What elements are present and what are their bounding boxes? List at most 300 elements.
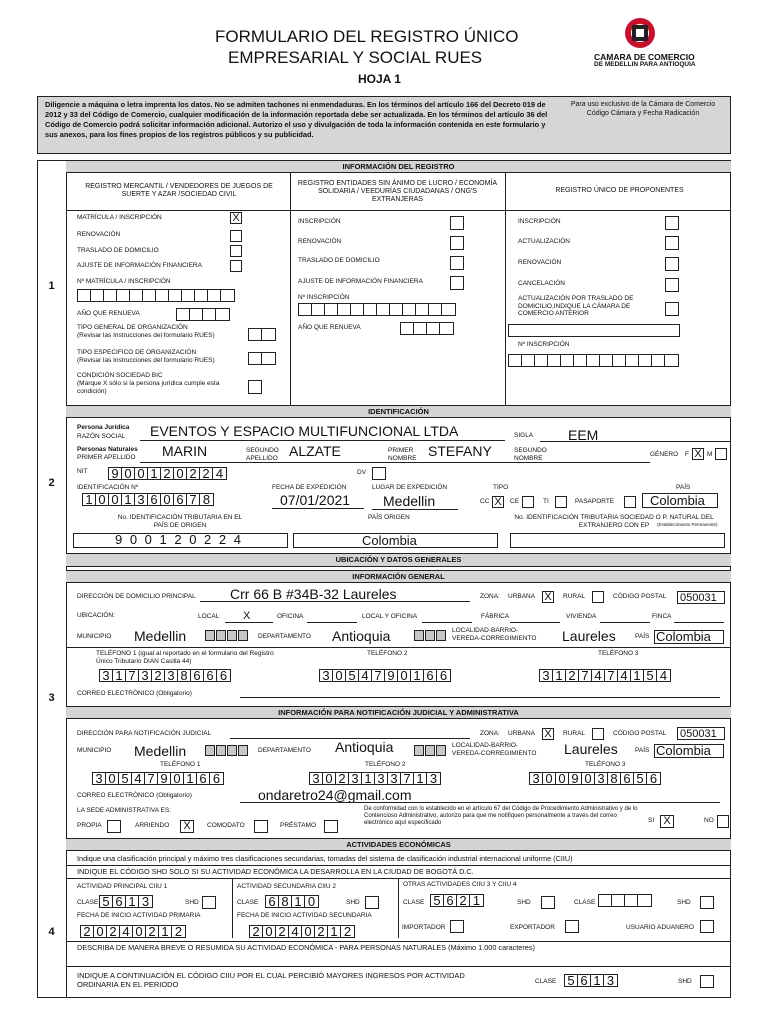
label-clase-as: CLASE xyxy=(237,899,259,906)
rup-inscripcion: INSCRIPCIÓN xyxy=(518,218,561,225)
label-codigo-postal-j: CÓDIGO POSTAL xyxy=(613,730,667,737)
check-esal-inscripcion[interactable] xyxy=(450,216,464,230)
telefono1-digit: 3 xyxy=(100,670,113,681)
correo-underline xyxy=(240,697,720,698)
label-clase-o1: CLASE xyxy=(403,899,425,906)
nit-digit: 1 xyxy=(148,468,161,479)
label-ubicacion: UBICACIÓN: xyxy=(77,612,115,619)
label-traslado: TRASLADO DE DOMICILIO xyxy=(77,247,159,254)
telefono2-digit: 0 xyxy=(398,670,411,681)
label-n-matricula: Nº MATRÍCULA / INSCRIPCIÓN xyxy=(77,278,171,285)
direccion-value: Crr 66 B #34B-32 Laureles xyxy=(230,586,397,602)
telefono3-j-digit: 0 xyxy=(543,773,556,784)
nit-cells[interactable] xyxy=(108,467,227,480)
razon-underline xyxy=(140,440,505,441)
departamento-code-1 xyxy=(414,630,424,641)
id-digit: 3 xyxy=(135,494,148,505)
label-finca: FINCA xyxy=(652,613,672,620)
pais-ubic-value: Colombia xyxy=(656,629,711,644)
telefono1-cells[interactable] xyxy=(99,669,231,682)
label-telefono1: TELÉFONO 1 (igual al reportado en el formulario del Registro Único Tributario DIAN Casilla 44) xyxy=(96,650,274,665)
label-segundo-apellido: SEGUNDO APELLIDO xyxy=(246,447,279,462)
telefono1-digit: 6 xyxy=(219,668,228,683)
fabrica-underline xyxy=(510,622,560,623)
actividad-secundaria-cells[interactable] xyxy=(265,895,319,908)
label-tipo-especifico: TIPO ESPECIFICO DE ORGANIZACIÓN xyxy=(77,349,197,356)
telefono1-j-digit: 6 xyxy=(212,771,221,786)
id-cells[interactable] xyxy=(82,493,214,506)
check-si[interactable]: X xyxy=(660,815,674,828)
fecha-inicio-primaria-digit: 2 xyxy=(81,926,94,937)
label-usuario-aduanero: USUARIO ADUANERO xyxy=(626,924,694,931)
label-arriendo: ARRIENDO xyxy=(135,822,170,829)
municipio-j-code-4 xyxy=(238,745,248,756)
check-importador[interactable] xyxy=(450,920,464,933)
telefono3-j-digit: 3 xyxy=(595,773,608,784)
departamento-j-value: Antioquia xyxy=(335,739,394,755)
label-departamento-j: DEPARTAMENTO xyxy=(258,747,311,754)
label-pasaporte: PASAPORTE xyxy=(575,498,615,505)
telefono2-j-digit: 3 xyxy=(388,773,401,784)
logo-line2: DE MEDELLIN PARA ANTIOQUIA xyxy=(594,61,696,68)
s1-col2-title: REGISTRO ENTIDADES SIN ÁNIMO DE LUCRO / ECONOMÍA SOLIDARIA / VEEDURÍAS CIUDADANAS / ONG'S EXTRANJERAS xyxy=(297,180,498,203)
telefono2-digit: 4 xyxy=(359,670,372,681)
telefono3-digit: 7 xyxy=(605,670,618,681)
fecha-inicio-secundaria-digit: 2 xyxy=(315,926,328,937)
municipio-j-code-3 xyxy=(227,745,237,756)
label-localidad: LOCALIDAD-BARRIO-VEREDA-CORREGIMIENTO xyxy=(452,627,537,642)
id-digit: 7 xyxy=(187,494,200,505)
primer-nombre-value: STEFANY xyxy=(428,443,492,459)
check-propia[interactable] xyxy=(107,820,121,833)
check-shd-o2[interactable] xyxy=(700,896,714,909)
id-digit: 0 xyxy=(96,494,109,505)
label-genero-f: F xyxy=(685,451,689,458)
telefono3-j-digit: 3 xyxy=(530,773,543,784)
label-departamento: DEPARTAMENTO xyxy=(258,633,311,640)
ciiu-line3 xyxy=(66,941,731,942)
otra-actividad1-cells[interactable] xyxy=(430,894,484,907)
mayores-ingresos-cells[interactable] xyxy=(564,974,618,987)
ciiu-div2 xyxy=(398,878,399,938)
label-tipo-general: TIPO GENERAL DE ORGANIZACIÓN xyxy=(77,324,188,331)
label-si: SI xyxy=(648,817,655,824)
fecha-inicio-primaria-digit: 4 xyxy=(120,926,133,937)
fecha-inicio-secundaria-digit: 4 xyxy=(289,926,302,937)
otra-actividad1-digit: 2 xyxy=(457,895,470,906)
telefono2-j-digit: 1 xyxy=(362,773,375,784)
telefono3-j-digit: 6 xyxy=(621,773,634,784)
id-digit: 8 xyxy=(202,492,211,507)
label-pais-ubic: PAÍS xyxy=(635,633,650,640)
vivienda-underline xyxy=(600,622,650,623)
s1-header-line xyxy=(66,210,731,211)
ciiu-line1 xyxy=(66,865,731,866)
label-actividad-principal: ACTIVIDAD PRINCIPAL CIIU 1 xyxy=(77,883,168,890)
local-underline xyxy=(225,622,273,623)
telefono2-digit: 5 xyxy=(346,670,359,681)
telefono1-j-digit: 0 xyxy=(106,773,119,784)
check-shd-mayor[interactable] xyxy=(700,975,714,988)
actividad-secundaria-digit: 0 xyxy=(307,894,316,909)
matricula-cells[interactable] xyxy=(77,289,235,302)
label-ti: TI xyxy=(543,498,549,505)
label-clase-o2: CLASE xyxy=(574,899,596,906)
label-sigla: SIGLA xyxy=(514,432,534,439)
codigo-postal-j-value: 050031 xyxy=(680,728,717,740)
label-local-oficina: LOCAL Y OFICINA xyxy=(362,613,418,620)
check-rup-inscripcion[interactable] xyxy=(665,216,679,230)
mayores-ingresos-label: INDIQUE A CONTINUACIÓN EL CÓDIGO CIIU POR EL CUAL PERCIBIÓ MAYORES INGRESOS POR ACTIVIDAD ORDINARIA EN EL PERIODO xyxy=(77,971,465,989)
telefono2-j-digit: 3 xyxy=(429,771,438,786)
label-sede: LA SEDE ADMINISTRATIVA ES: xyxy=(77,807,172,814)
s1-divider-1 xyxy=(290,173,291,405)
label-pais-origen: PAÍS ORIGEN xyxy=(368,514,410,521)
check-genero-m[interactable] xyxy=(715,448,727,460)
telefono1-j-digit: 6 xyxy=(197,773,210,784)
label-art67: De conformidad con lo establecido en el artículo 67 del Código de Procedimiento Administrativo y de lo Contencioso Administrativo, autorizo para que me notifiquen personalmente a través del correo electrónico aquí especificado xyxy=(364,806,638,826)
label-urbana-j: URBANA xyxy=(508,730,536,737)
label-actividad-secundaria: ACTIVIDAD SECUNDARIA CIIU 2 xyxy=(237,883,336,890)
nit-digit: 0 xyxy=(135,468,148,479)
label-otras-actividades: OTRAS ACTIVIDADES CIIU 3 Y CIIU 4 xyxy=(403,881,517,888)
label-propia: PROPIA xyxy=(77,822,102,829)
telefono2-digit: 7 xyxy=(372,670,385,681)
label-zona-j: ZONA: xyxy=(480,730,500,737)
section3-bar: UBICACIÓN Y DATOS GENERALES xyxy=(66,553,731,567)
label-local: LOCAL xyxy=(198,613,220,620)
dv-box[interactable] xyxy=(372,467,386,480)
check-urbana-j[interactable]: X xyxy=(542,728,554,740)
fecha-expedicion-value: 07/01/2021 xyxy=(280,492,351,508)
esal-ano-cells[interactable] xyxy=(400,322,454,335)
label-clase-ap: CLASE xyxy=(77,899,99,906)
telefono1-digit: 8 xyxy=(178,670,191,681)
fecha-underline xyxy=(272,508,364,509)
shd-instruction: INDIQUE EL CÓDIGO SHD SOLO SI SU ACTIVIDAD ECONÓMICA LA DESARROLLA EN LA CIUDAD DE BOGOTÁ D.C. xyxy=(77,867,474,876)
municipio-code-4 xyxy=(238,630,248,641)
nit-digit: 0 xyxy=(174,468,187,479)
departamento-value: Antioquia xyxy=(332,628,391,644)
fecha-inicio-primaria-cells[interactable] xyxy=(80,925,186,938)
telefono3-digit: 4 xyxy=(592,670,605,681)
s1-col3-title: REGISTRO ÚNICO DE PROPONENTES xyxy=(555,187,684,194)
check-renovacion[interactable] xyxy=(230,230,242,242)
fecha-inicio-primaria-digit: 0 xyxy=(94,926,107,937)
tipo-general-cells[interactable] xyxy=(248,328,276,341)
esal-traslado: TRASLADO DE DOMICILIO xyxy=(298,257,380,264)
check-rural-j[interactable] xyxy=(592,728,604,740)
instructions-text: Diligencie a máquina o letra imprenta los datos. No se admiten tachones ni enmendaduras. En los términos del artículo 166 del Decreto 019 de 2012 y 33 del Código de Comercio, cualquier modificación de la información reportada debe ser actualizada. En los términos del artículo 36 del Código de Comercio podrá solicitar información adicional. Autorizo el uso y divulgación de toda la información contenida en este formulario y sus anexos, para los fines propios de los registros públicos y su publicidad. xyxy=(45,100,548,139)
esal-n-inscripcion: Nº INSCRIPCIÓN xyxy=(298,294,350,301)
label-cc: CC xyxy=(480,498,490,505)
telefono1-j-digit: 1 xyxy=(184,773,197,784)
label-municipio-j: MUNICIPIO xyxy=(77,747,112,754)
mayores-ingresos-digit: 6 xyxy=(578,975,591,986)
departamento-j-code-2 xyxy=(425,745,435,756)
check-arriendo[interactable]: X xyxy=(180,820,194,833)
section1-number: 1 xyxy=(48,280,55,292)
mayores-ingresos-digit: 5 xyxy=(565,975,578,986)
telefono3-j-cells[interactable] xyxy=(529,772,661,785)
check-rup-cancelacion[interactable] xyxy=(665,278,679,292)
label-primer-nombre: PRIMER NOMBRE xyxy=(388,447,417,462)
telefono2-digit: 1 xyxy=(411,670,424,681)
telefono1-digit: 2 xyxy=(152,670,165,681)
municipio-j-code-2 xyxy=(216,745,226,756)
check-comodato[interactable] xyxy=(254,820,268,833)
rup-inscripcion-cells[interactable] xyxy=(508,354,679,367)
primer-apellido-value: MARIN xyxy=(162,443,208,459)
section4-number: 4 xyxy=(48,926,55,938)
check-esal-renovacion[interactable] xyxy=(450,236,464,250)
telefono3-j-digit: 8 xyxy=(608,773,621,784)
id-digit: 6 xyxy=(174,494,187,505)
ciiu-instruction: Indique una clasificación principal y máximo tres clasificaciones secundarias, tomadas del sistema de clasificación industrial internacional uniforme (CIIU) xyxy=(77,854,573,863)
telefono2-j-cells[interactable] xyxy=(309,772,441,785)
check-usuario-aduanero[interactable] xyxy=(700,920,714,933)
localidad-value: Laureles xyxy=(562,628,616,644)
label-primer-apellido: PRIMER APELLIDO xyxy=(77,454,136,461)
check-esal-ajuste[interactable] xyxy=(450,276,464,290)
tipo-especifico-cells[interactable] xyxy=(248,352,276,365)
oficina-underline xyxy=(307,622,357,623)
rup-camara-anterior[interactable] xyxy=(508,324,680,337)
departamento-code-2 xyxy=(425,630,435,641)
esal-inscripcion-cells[interactable] xyxy=(298,303,456,316)
actividad-secundaria-digit: 8 xyxy=(279,896,292,907)
otra-actividad1-digit: 6 xyxy=(444,895,457,906)
check-pasaporte[interactable] xyxy=(624,496,636,508)
check-cc[interactable]: X xyxy=(492,496,504,508)
rup-cancelacion: CANCELACIÓN xyxy=(518,280,565,287)
label-matricula: MATRÍCULA / INSCRIPCIÓN xyxy=(77,214,162,221)
info-general-bar: INFORMACIÓN GENERAL xyxy=(66,570,731,583)
label-shd-o2: SHD xyxy=(677,899,691,906)
label-telefono2: TELÉFONO 2 xyxy=(367,650,408,657)
label-urbana: URBANA xyxy=(508,593,536,600)
telefono1-j-digit: 9 xyxy=(158,773,171,784)
telefono3-digit: 7 xyxy=(579,670,592,681)
pais-origen-value: Colombia xyxy=(362,533,417,548)
label-tel3-j: TELÉFONO 3 xyxy=(585,761,626,768)
lugar-expedicion-value: Medellin xyxy=(383,493,436,509)
chamber-logo-icon xyxy=(620,16,660,50)
ciiu-div1 xyxy=(232,878,233,938)
otra-actividad2-cells[interactable] xyxy=(598,894,652,907)
id-digit: 1 xyxy=(83,494,96,505)
esal-inscripcion: INSCRIPCIÓN xyxy=(298,218,341,225)
label-clase-mayor: CLASE xyxy=(535,978,557,985)
form-title-line1: FORMULARIO DEL REGISTRO ÚNICO xyxy=(215,27,519,46)
ano-renueva-cells[interactable] xyxy=(176,308,230,321)
telefono3-digit: 3 xyxy=(540,670,553,681)
label-dv: DV xyxy=(357,469,367,476)
check-traslado[interactable] xyxy=(230,245,242,257)
label-bic: CONDICIÓN SOCIEDAD BIC xyxy=(77,372,163,379)
label-ano-renueva: AÑO QUE RENUEVA xyxy=(77,310,140,317)
telefono2-j-digit: 3 xyxy=(310,773,323,784)
fecha-inicio-secundaria-digit: 1 xyxy=(328,926,341,937)
id-digit: 1 xyxy=(122,494,135,505)
telefono3-cells[interactable] xyxy=(539,669,671,682)
municipio-j-value: Medellin xyxy=(134,743,187,759)
local-mark[interactable]: X xyxy=(243,610,251,622)
label-rural: RURAL xyxy=(563,593,586,600)
fecha-inicio-secundaria-cells[interactable] xyxy=(249,925,355,938)
check-shd-as[interactable] xyxy=(365,896,379,909)
telefono2-cells[interactable] xyxy=(319,669,451,682)
municipio-code-1 xyxy=(205,630,215,641)
check-rup-actualizacion[interactable] xyxy=(665,236,679,250)
actividad-secundaria-digit: 6 xyxy=(266,896,279,907)
label-renovacion: RENOVACIÓN xyxy=(77,231,121,238)
sigla-underline xyxy=(540,441,730,442)
check-bic[interactable] xyxy=(248,380,262,394)
logo-line1: CAMARA DE COMERCIO xyxy=(594,52,695,62)
nit-digit: 2 xyxy=(161,468,174,479)
telefono3-digit: 5 xyxy=(644,670,657,681)
fecha-inicio-secundaria-digit: 0 xyxy=(302,926,315,937)
label-nit: NIT xyxy=(77,468,88,475)
telefono1-digit: 7 xyxy=(126,670,139,681)
check-prestamo[interactable] xyxy=(324,820,338,833)
telefono3-digit: 2 xyxy=(566,670,579,681)
telefono2-j-digit: 0 xyxy=(323,773,336,784)
label-localidad-j: LOCALIDAD-BARRIO-VEREDA-CORREGIMIENTO xyxy=(452,742,537,757)
label-segundo-nombre: SEGUNDO NOMBRE xyxy=(514,447,547,462)
telefono1-digit: 6 xyxy=(191,670,204,681)
label-pais-id: PAÍS xyxy=(676,484,691,491)
correo-j-value: ondaretro24@gmail.com xyxy=(258,787,412,803)
nit-digit: 0 xyxy=(122,468,135,479)
id-digit: 6 xyxy=(148,494,161,505)
section1-bar: INFORMACIÓN DEL REGISTRO xyxy=(66,160,731,173)
ubic-line xyxy=(66,647,731,648)
telefono1-j-digit: 3 xyxy=(93,773,106,784)
nit-origen-value: 9 0 0 1 2 0 2 2 4 xyxy=(115,532,243,547)
razon-social-value: EVENTOS Y ESPACIO MULTIFUNCIONAL LTDA xyxy=(150,423,459,439)
municipio-code-2 xyxy=(216,630,226,641)
notificacion-bar: INFORMACIÓN PARA NOTIFICACIÓN JUDICIAL Y ADMINISTRATIVA xyxy=(66,706,731,719)
label-shd-as: SHD xyxy=(346,899,360,906)
telefono3-j-digit: 6 xyxy=(649,771,658,786)
label-vivienda: VIVIENDA xyxy=(566,613,597,620)
s1-col1-title: REGISTRO MERCANTIL / VENDEDORES DE JUEGOS DE SUERTE Y AZAR /SOCIEDAD CIVIL xyxy=(85,183,273,198)
label-fabrica: FÁBRICA xyxy=(481,613,510,620)
check-shd-o1[interactable] xyxy=(541,896,555,909)
localidad-j-value: Laureles xyxy=(564,741,618,757)
label-personas-naturales: Personas Naturales xyxy=(77,446,138,453)
esal-ano-renueva: AÑO QUE RENUEVA xyxy=(298,324,361,331)
sheet-label: HOJA 1 xyxy=(358,72,401,86)
label-tel1-j: TELÉFONO 1 xyxy=(160,761,201,768)
check-ce[interactable] xyxy=(522,496,534,508)
lugar-underline xyxy=(372,509,458,510)
fecha-inicio-primaria-digit: 1 xyxy=(159,926,172,937)
telefono1-j-digit: 4 xyxy=(132,773,145,784)
esal-ajuste: AJUSTE DE INFORMACIÓN FINANCIERA xyxy=(298,278,423,285)
label-importador: IMPORTADOR xyxy=(402,924,446,931)
label-identificacion: IDENTIFICACIÓN Nº xyxy=(77,484,139,491)
check-exportador[interactable] xyxy=(565,920,579,933)
check-urbana[interactable]: X xyxy=(542,591,554,603)
label-nit-origen: No. IDENTIFICACIÓN TRIBUTARIA EN EL PAÍS DE ORIGEN xyxy=(117,514,243,529)
telefono2-digit: 9 xyxy=(385,670,398,681)
telefono2-digit: 3 xyxy=(320,670,333,681)
check-ajuste[interactable] xyxy=(230,260,242,272)
otra-actividad1-digit: 1 xyxy=(472,893,481,908)
actividad-principal-digit: 1 xyxy=(126,896,139,907)
label-direccion: DIRECCIÓN DE DOMICILIO PRINCIPAL xyxy=(77,593,196,600)
check-ti[interactable] xyxy=(555,496,567,508)
label-fecha-inicio-secundaria: FECHA DE INICIO ACTIVIDAD SECUNDARIA xyxy=(237,912,372,919)
actividad-principal-digit: 5 xyxy=(100,896,113,907)
id-digit: 0 xyxy=(109,494,122,505)
label-razon-social: RAZÓN SOCIAL xyxy=(77,433,126,440)
telefono3-digit: 4 xyxy=(659,668,668,683)
departamento-j-code-3 xyxy=(436,745,446,756)
fecha-inicio-primaria-digit: 2 xyxy=(107,926,120,937)
departamento-j-code-1 xyxy=(414,745,424,756)
telefono1-j-digit: 5 xyxy=(119,773,132,784)
telefono2-j-digit: 7 xyxy=(401,773,414,784)
fecha-inicio-secundaria-digit: 2 xyxy=(250,926,263,937)
correo-j-underline xyxy=(240,802,720,803)
telefono3-j-digit: 0 xyxy=(582,773,595,784)
id-digit: 0 xyxy=(161,494,174,505)
form-title-line2: EMPRESARIAL Y SOCIAL RUES xyxy=(228,48,483,67)
label-tipo-general-note: (Revisar las Instrucciones del formulario RUES) xyxy=(77,332,215,339)
section3-number: 3 xyxy=(48,692,55,704)
check-no[interactable] xyxy=(717,815,729,828)
label-codigo-postal: CÓDIGO POSTAL xyxy=(613,593,667,600)
fecha-inicio-primaria-digit: 0 xyxy=(133,926,146,937)
segundo-apellido-value: ALZATE xyxy=(289,443,341,459)
municipio-code-3 xyxy=(227,630,237,641)
telefono2-j-digit: 1 xyxy=(414,773,427,784)
actividad-principal-digit: 3 xyxy=(141,894,150,909)
label-shd-o1: SHD xyxy=(517,899,531,906)
label-zona: ZONA: xyxy=(480,593,500,600)
telefono1-digit: 1 xyxy=(113,670,126,681)
check-rup-renovacion[interactable] xyxy=(665,257,679,271)
section2-number: 2 xyxy=(48,477,55,489)
ciiu-line4 xyxy=(66,966,731,967)
fecha-inicio-secundaria-digit: 0 xyxy=(263,926,276,937)
label-shd-ap: SHD xyxy=(185,899,199,906)
check-shd-ap[interactable] xyxy=(202,896,216,909)
telefono3-j-digit: 0 xyxy=(556,773,569,784)
check-esal-traslado[interactable] xyxy=(450,256,464,270)
label-ajuste: AJUSTE DE INFORMACIÓN FINANCIERA xyxy=(77,262,202,269)
actividad-principal-cells[interactable] xyxy=(99,895,153,908)
telefono1-j-cells[interactable] xyxy=(92,772,224,785)
chamber-use-text: Para uso exclusivo de la Cámara de Comercio Código Cámara y Fecha Radicación xyxy=(570,101,716,117)
nit-digit: 9 xyxy=(109,468,122,479)
direccion-underline xyxy=(200,601,470,602)
check-matricula[interactable]: X xyxy=(230,212,242,224)
label-tel2-j: TELÉFONO 2 xyxy=(365,761,406,768)
nit-digit: 4 xyxy=(215,466,224,481)
check-rural[interactable] xyxy=(592,591,604,603)
check-genero-f[interactable]: X xyxy=(692,448,704,460)
telefono3-digit: 1 xyxy=(631,670,644,681)
check-rup-traslado[interactable] xyxy=(665,302,679,316)
nit-extranjero-box[interactable] xyxy=(510,533,725,548)
label-pais-j: PAÍS xyxy=(635,747,650,754)
rup-renovacion: RENOVACIÓN xyxy=(518,259,562,266)
